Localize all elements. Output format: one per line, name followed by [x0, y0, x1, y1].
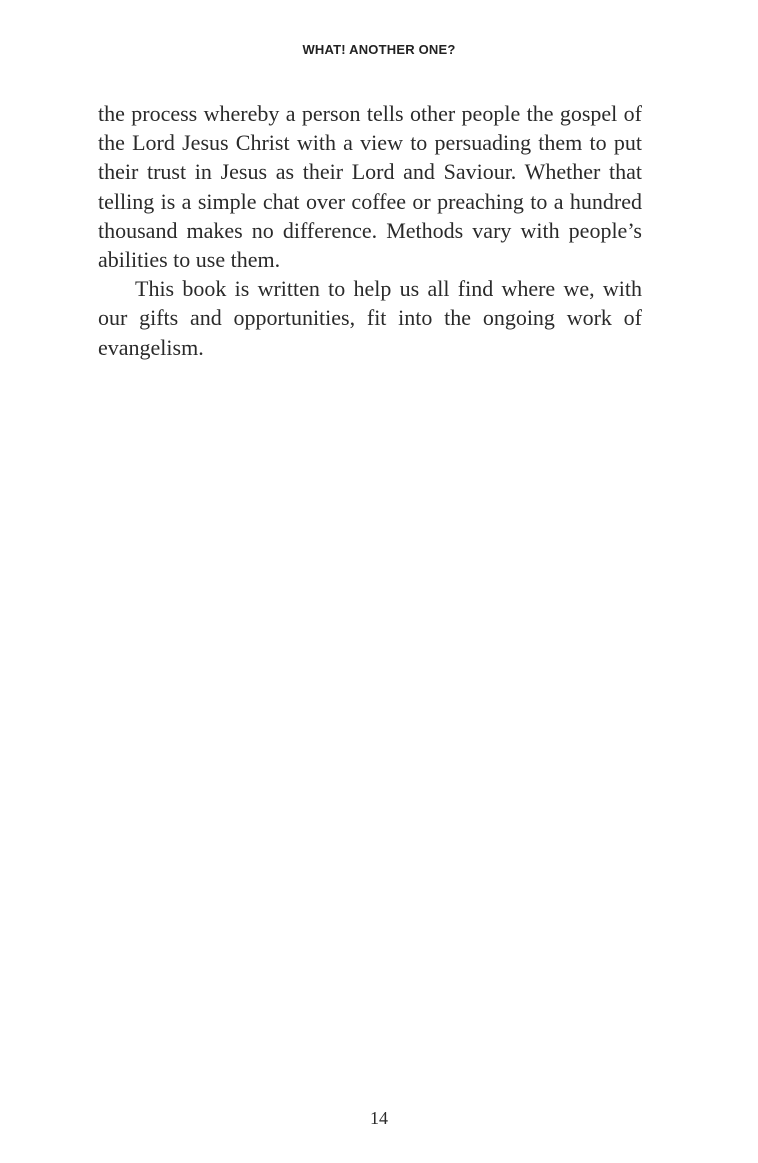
page-number: 14 — [370, 1108, 388, 1128]
body-text — [98, 99, 642, 362]
paragraph-continued: the process whereby a person tells other people the gospel of the Lord Jesus Christ with a view to persuading them to put their trust in Jesus as their Lord and Saviour. Whether that telling is a simple chat over coffee or preaching to a hundred thousand makes no difference. Methods vary with people’s abilities to use them. — [98, 101, 642, 273]
running-head: WHAT! ANOTHER ONE? — [302, 42, 456, 57]
paragraph-new: This book is written to help us all find where we, with our gifts and opportunities, fit into the ongoing work of evangelism. — [98, 276, 642, 360]
